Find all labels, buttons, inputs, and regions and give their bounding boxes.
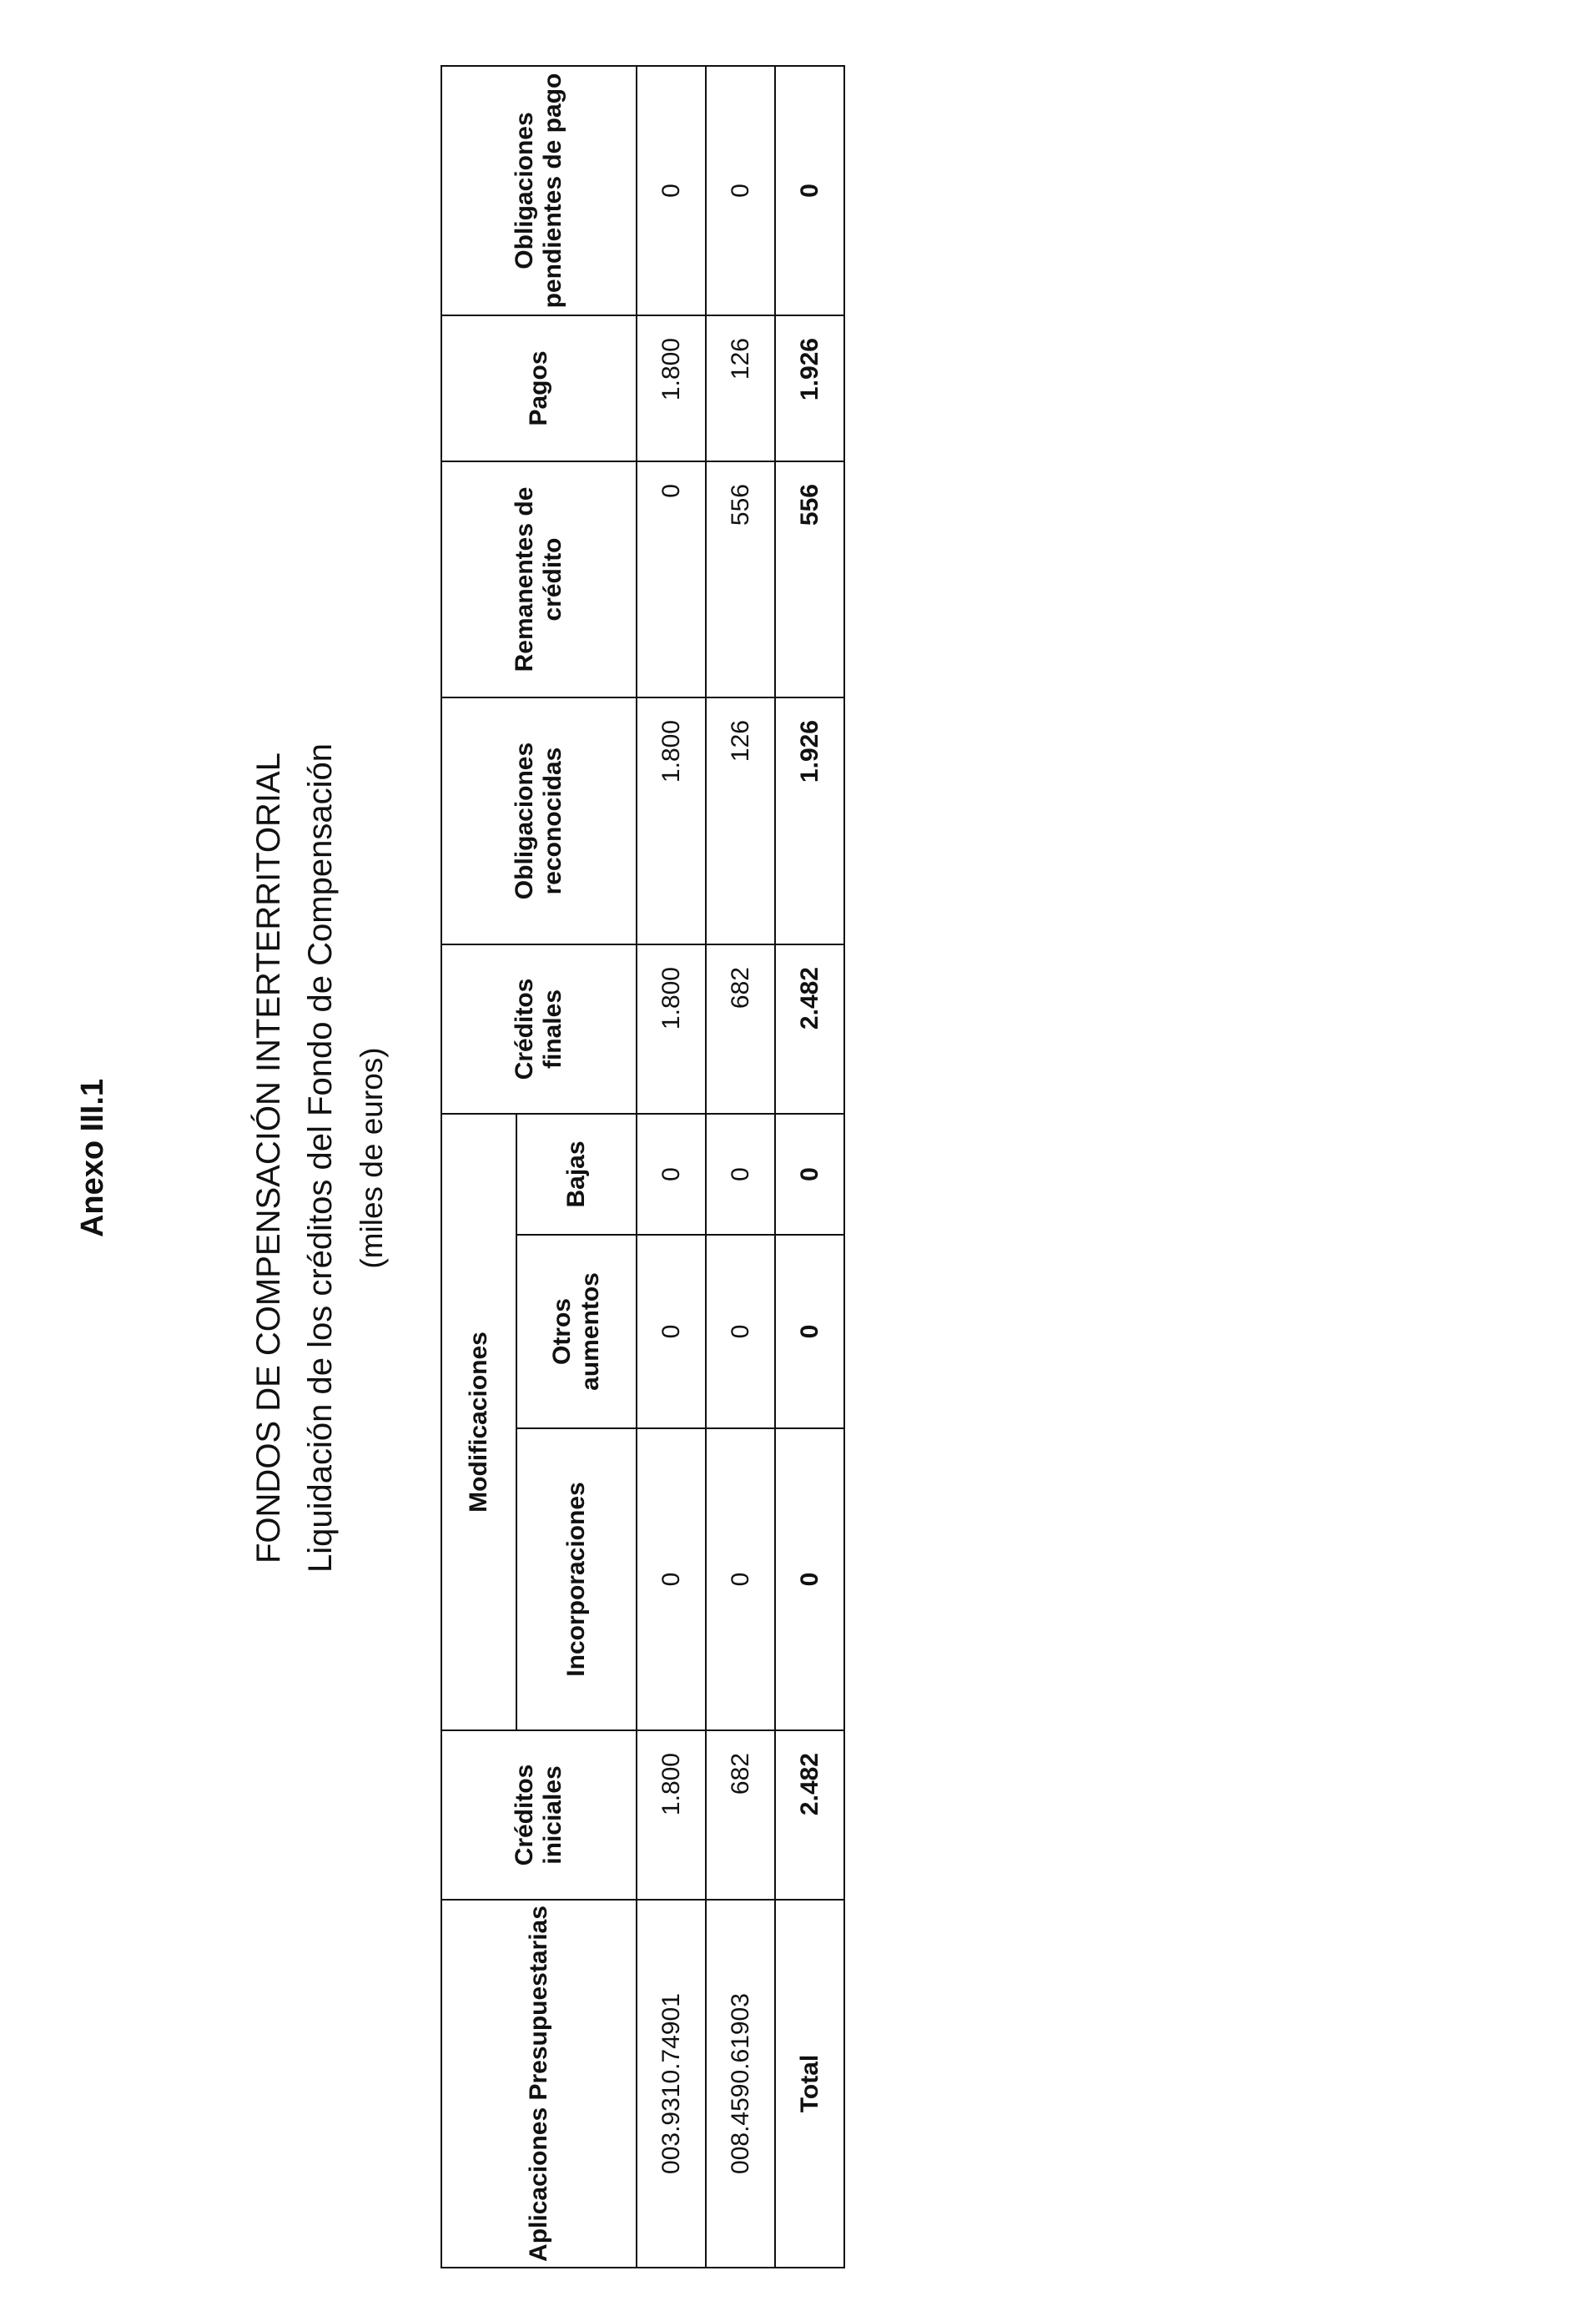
cell-pendientes: 0 [637,66,706,315]
cell-pendientes: 0 [706,66,775,315]
header-modificaciones: Modificaciones [441,1114,516,1730]
cell-total-incorporaciones: 0 [775,1428,844,1730]
cell-total-creditos-finales: 2.482 [775,944,844,1114]
header-pagos: Pagos [441,315,637,461]
cell-creditos-iniciales: 682 [706,1730,775,1900]
cell-obligaciones-reconocidas: 1.800 [637,697,706,944]
cell-obligaciones-reconocidas: 126 [706,697,775,944]
cell-creditos-finales: 1.800 [637,944,706,1114]
table-row [637,66,706,2268]
credits-table [441,65,845,2268]
header-otros-aumentos: Otros aumentos [516,1235,637,1428]
cell-incorporaciones: 0 [706,1428,775,1730]
cell-total-pendientes: 0 [775,66,844,315]
cell-total-bajas: 0 [775,1114,844,1235]
cell-total-pagos: 1.926 [775,315,844,461]
cell-total-otros-aumentos: 0 [775,1235,844,1428]
cell-remanentes: 556 [706,461,775,697]
header-bajas: Bajas [516,1114,637,1235]
cell-pagos: 126 [706,315,775,461]
cell-total-label: Total [775,1900,844,2268]
header-obligaciones-reconocidas: Obligaciones reconocidas [441,697,637,944]
cell-total-remanentes: 556 [775,461,844,697]
annex-label: Anexo III.1 [75,1078,110,1238]
header-pendientes: Obligaciones pendientes de pago [441,66,637,315]
unit-note: (miles de euros) [355,1047,389,1269]
header-incorporaciones: Incorporaciones [516,1428,637,1730]
cell-creditos-finales: 682 [706,944,775,1114]
header-remanentes: Remanentes de crédito [441,461,637,697]
cell-total-creditos-iniciales: 2.482 [775,1730,844,1900]
cell-bajas: 0 [637,1114,706,1235]
cell-incorporaciones: 0 [637,1428,706,1730]
document-subtitle: Liquidación de los créditos del Fondo de Compensación [302,743,339,1573]
cell-total-obligaciones-reconocidas: 1.926 [775,697,844,944]
cell-remanentes: 0 [637,461,706,697]
table-row [706,66,775,2268]
cell-bajas: 0 [706,1114,775,1235]
cell-otros-aumentos: 0 [706,1235,775,1428]
header-creditos-iniciales: Créditos iniciales [441,1730,637,1900]
header-aplicaciones: Aplicaciones Presupuestarias [441,1900,637,2268]
table-total-row [775,66,844,2268]
cell-creditos-iniciales: 1.800 [637,1730,706,1900]
table-header-row-top [441,66,516,2268]
cell-otros-aumentos: 0 [637,1235,706,1428]
cell-aplicacion: 008.4590.61903 [706,1900,775,2268]
header-creditos-finales: Créditos finales [441,944,637,1114]
cell-aplicacion: 003.9310.74901 [637,1900,706,2268]
cell-pagos: 1.800 [637,315,706,461]
document-title: FONDOS DE COMPENSACIÓN INTERTERRITORIAL [250,753,287,1563]
